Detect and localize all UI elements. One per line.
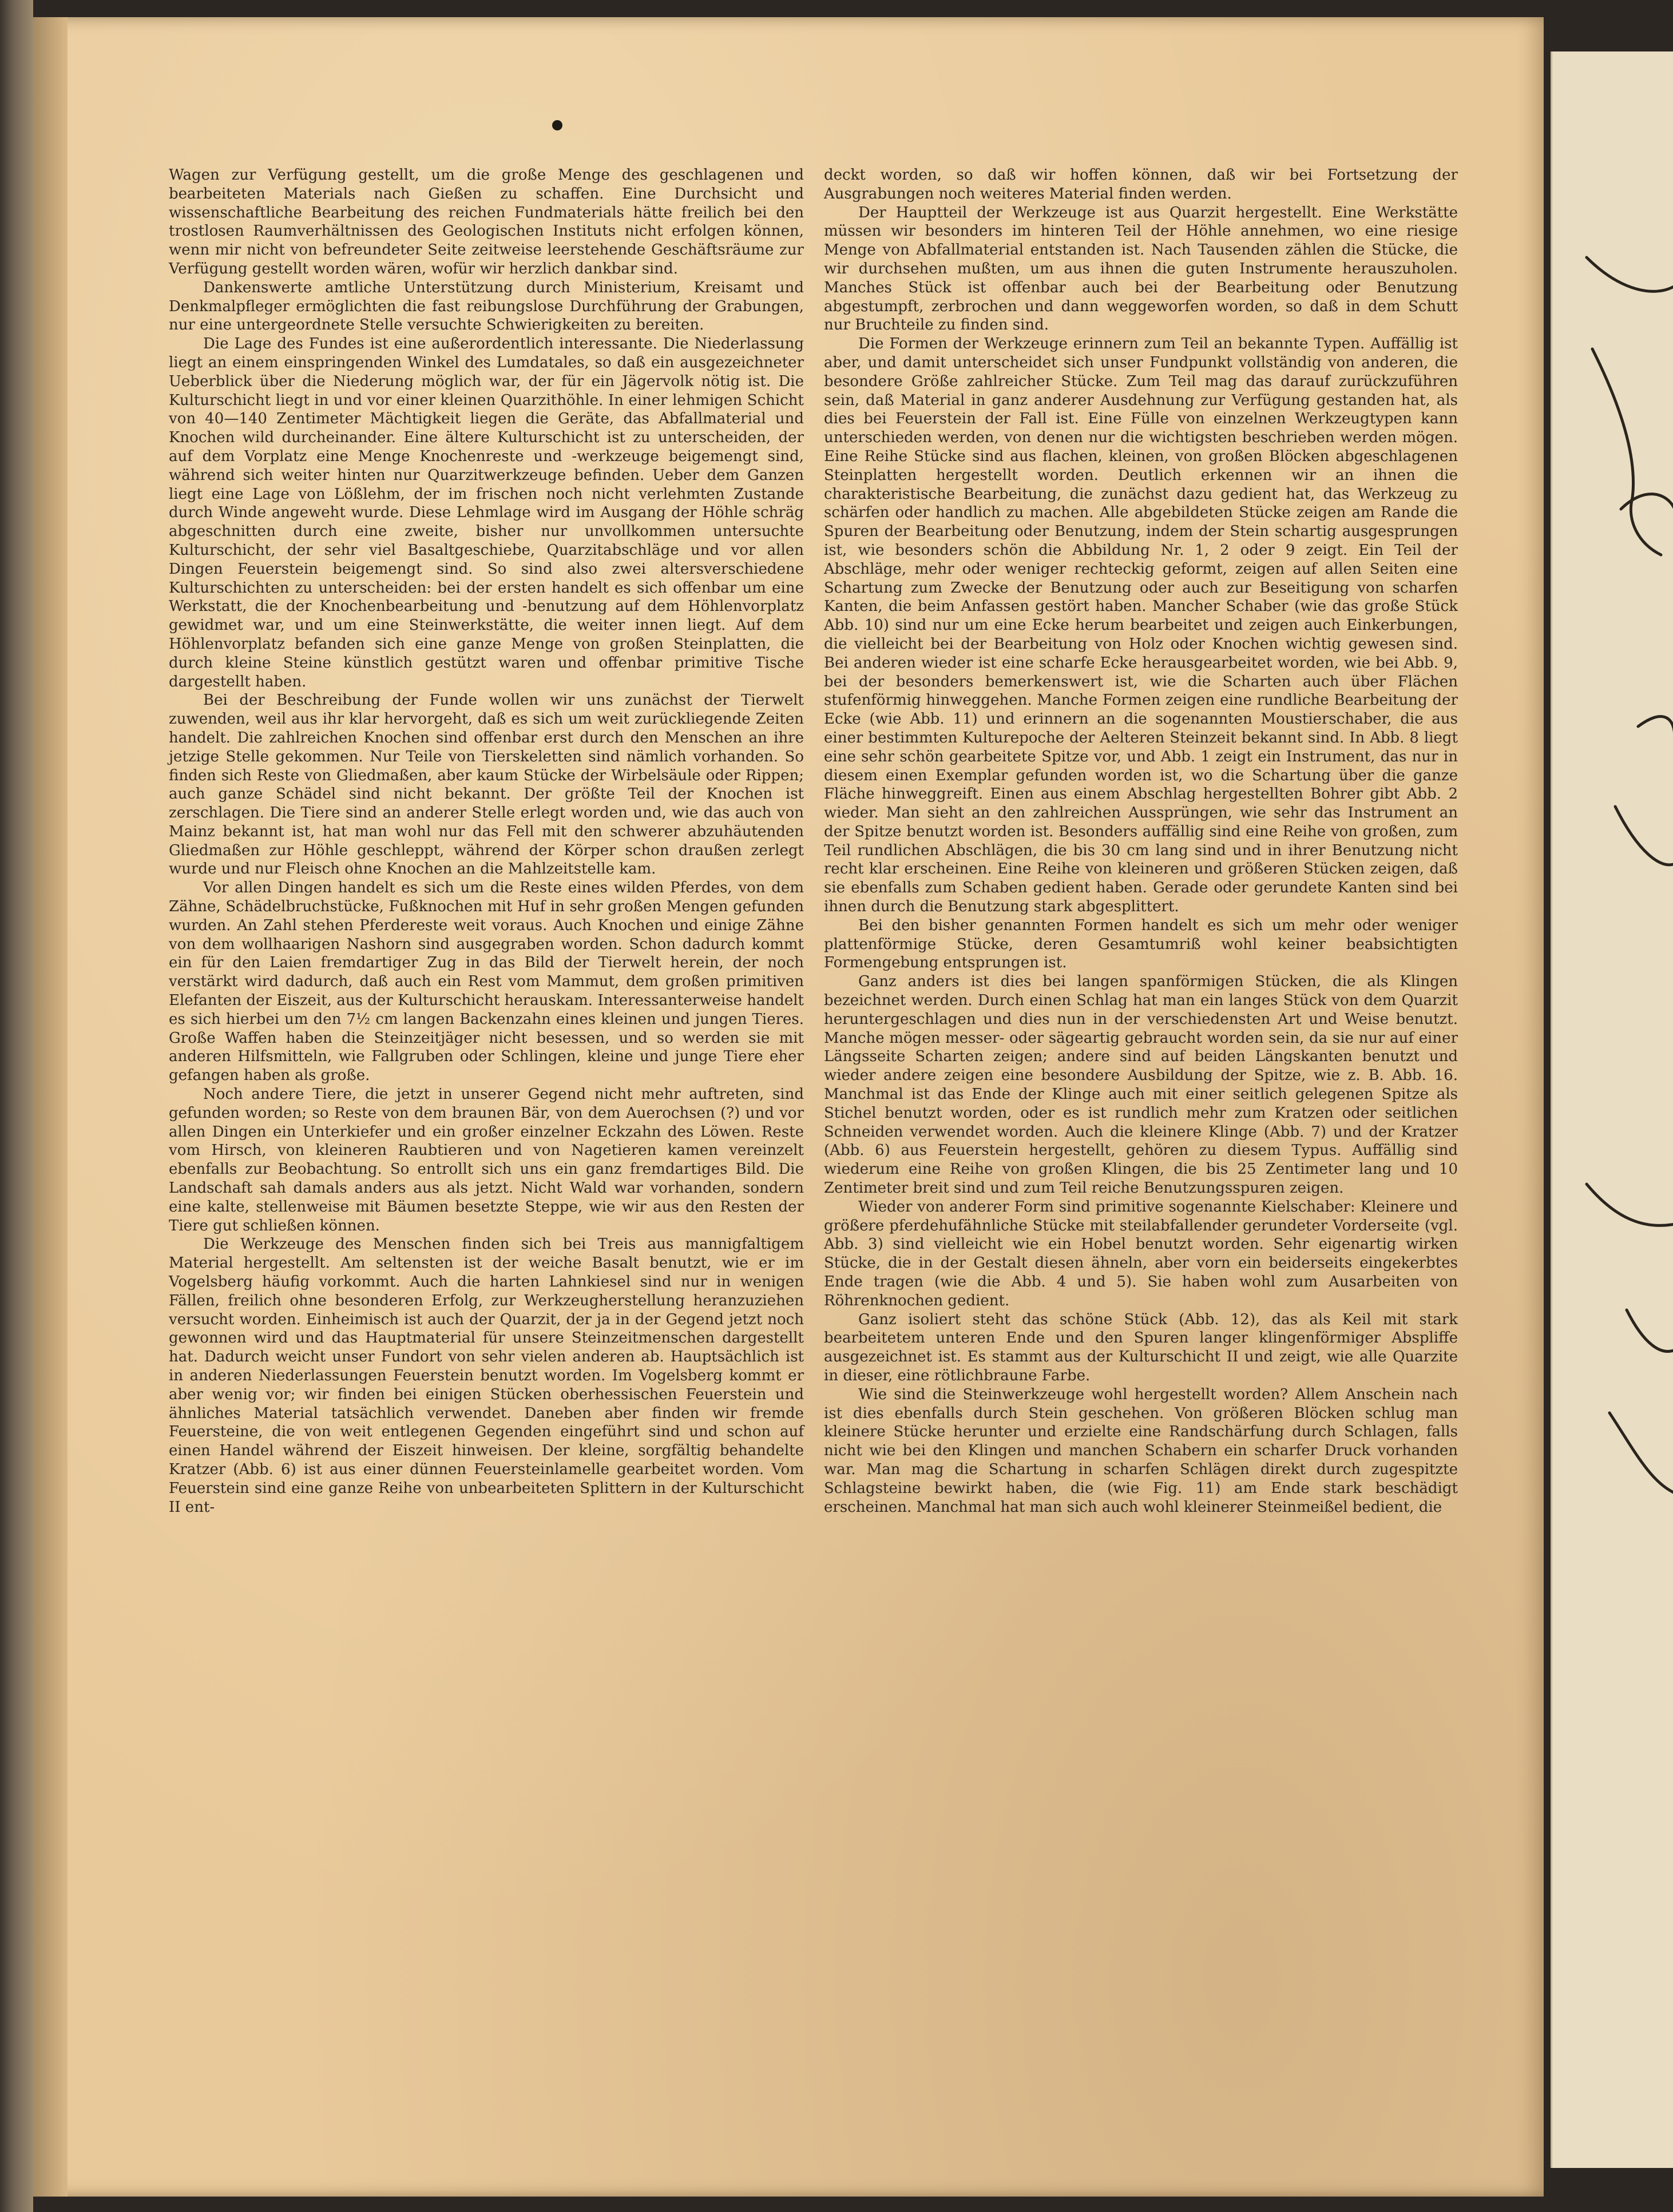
punch-hole [552,120,562,130]
paragraph: deckt worden, so daß wir hoffen können, daß wir bei Fortsetzung der Ausgrabungen noch weiteres Material finden werden. [824,166,1458,202]
paragraph: Ganz isoliert steht das schöne Stück (Abb. 12), das als Keil mit stark bearbeitetem unteren Ende und den Spuren langer klingenförmiger Abspliffe ausgezeichnet ist. Es stammt aus der Kulturschicht II und zeigt, wie alle Quarzite in dieser, eine rötlichbraune Farbe. [824,1310,1458,1384]
text-column-left [169,166,804,1516]
paragraph: Dankenswerte amtliche Unterstützung durch Ministerium, Kreisamt und Denkmalpfleger ermöglichten die fast reibungslose Durchführung der Grabungen, nur eine untergeordnete Stelle versuchte Schwierigkeiten zu bereiten. [169,279,804,334]
paragraph: Wagen zur Verfügung gestellt, um die große Menge des geschlagenen und bearbeiteten Materials nach Gießen zu schaffen. Eine Durchsicht und wissenschaftliche Bearbeitung des reichen Fundmaterials hätte freilich bei den trostlosen Raumverhältnissen des Geologischen Instituts nicht erfolgen können, wenn mir nicht von befreundeter Seite zeitweise leerstehende Geschäftsräume zur Verfügung gestellt worden wären, wofür wir herzlich dankbar sind. [169,166,804,277]
paragraph: Bei der Beschreibung der Funde wollen wir uns zunächst der Tierwelt zuwenden, weil aus ihr klar hervorgeht, daß es sich um weit zurückliegende Zeiten handelt. Die zahlreichen Knochen sind offenbar erst durch den Menschen an ihre jetzige Stelle gekommen. Nur Teile von Tierskeletten sind nämlich vorhanden. So finden sich Reste von Gliedmaßen, aber kaum Stücke der Wirbelsäule oder Rippen; auch ganze Schädel sind nicht bekannt. Der größte Teil der Knochen ist zerschlagen. Die Tiere sind an anderer Stelle erlegt worden und, wie das auch von Mainz bekannt ist, hat man wohl nur das Fell mit den schwerer abzuhäutenden Gliedmaßen zur Höhle geschleppt, während der Körper schon draußen zerlegt wurde und nur Fleisch ohne Knochen an die Mahlzeitstelle kam. [169,692,804,878]
paragraph: Die Formen der Werkzeuge erinnern zum Teil an bekannte Typen. Auffällig ist aber, und damit unterscheidet sich unser Fundpunkt vollständig von anderen, die besondere Größe zahlreicher Stücke. Zum Teil mag das darauf zurückzuführen sein, daß Material in ganz anderer Ausdehnung zur Verfügung gestanden hat, als dies bei Feuerstein der Fall ist. Eine Fülle von einzelnen Werkzeugtypen kann unterschieden werden, von denen nur die wichtigsten beschrieben werden mögen. Eine Reihe Stücke sind aus flachen, kleinen, von großen Blöcken abgeschlagenen Steinplatten hergestellt worden. Deutlich erkennen wir an ihnen die charakteristische Bearbeitung, die zunächst dazu gedient hat, das Werkzeug zu schärfen oder handlich zu machen. Alle abgebildeten Stücke zeigen am Rande die Spuren der Bearbeitung oder Benutzung, indem der Stein schartig ausgesprungen ist, wie besonders schön die Abbildung Nr. 1, 2 oder 9 zeigt. Ein Teil der Abschläge, mehr oder weniger rechteckig geformt, zeigen auf allen Seiten eine Schartung zum Zwecke der Benutzung oder auch zur Beseitigung von scharfen Kanten, die beim Anfassen gestört haben. Mancher Schaber (wie das große Stück Abb. 10) sind nur um eine Ecke herum bearbeitet und zeigen auch Einkerbungen, die vielleicht bei der Bearbeitung von Holz oder Knochen wichtig gewesen sind. Bei anderen wieder ist eine scharfe Ecke herausgearbeitet worden, wie bei Abb. 9, bei der besonders bemerkenswert ist, wie die Scharten auch über Flächen stufenförmig hinweggehen. Manche Formen zeigen eine rundliche Bearbeitung der Ecke (wie Abb. 11) und erinnern an die sogenannten Moustierschaber, die aus einer bestimmten Kulturepoche der Aelteren Steinzeit bekannt sind. In Abb. 8 liegt eine sehr schön gearbeitete Spitze vor, und Abb. 1 zeigt ein Instrument, das nur in diesem einen Exemplar gefunden worden ist, wo die Schartung über die ganze Fläche hinweggreift. Einen aus einem Abschlag hergestellten Bohrer gibt Abb. 2 wieder. Man sieht an den zahlreichen Aussprüngen, wie sehr das Instrument an der Spitze benutzt worden ist. Besonders auffällig sind eine Reihe von großen, zum Teil rundlichen Abschlägen, die bis 30 cm lang sind und in ihrer Benutzung nicht recht klar erscheinen. Eine Reihe von kleineren und größeren Stücken zeigen, daß sie ebenfalls zum Schaben gedient haben. Gerade oder gerundete Kanten sind bei ihnen durch die Benutzung stark abgesplittert. [824,335,1458,916]
text-column-right [824,166,1458,1516]
page-fold-shadow [33,17,68,2197]
sketch-drawing [1552,51,1673,2168]
paragraph: Die Lage des Fundes ist eine außerordentlich interessante. Die Niederlassung liegt an einem einspringenden Winkel des Lumdatales, so daß ein ausgezeichneter Ueberblick über die Niederung möglich war, der für ein Jägervolk nötig ist. Die Kulturschicht liegt in und vor einer kleinen Quarzithöhle. In einer lehmigen Schicht von 40—140 Zentimeter Mächtigkeit liegen die Geräte, das Abfallmaterial und Knochen wild durcheinander. Eine ältere Kulturschicht ist zu unterscheiden, der auf dem Vorplatz eine Menge Knochenreste und -werkzeuge beigemengt sind, während sich weiter hinten nur Quarzitwerkzeuge befinden. Ueber dem Ganzen liegt eine Lage von Lößlehm, der im frischen noch nicht verlehmten Zustande durch Winde angeweht wurde. Diese Lehmlage wird im Ausgang der Höhle schräg abgeschnitten durch eine zweite, bisher nur unvollkommen untersuchte Kulturschicht, der sehr viel Basaltgeschiebe, Quarzitabschläge und vor allen Dingen Feuerstein beigemengt sind. So sind also zwei altersverschiedene Kulturschichten zu unterscheiden: bei der ersten handelt es sich offenbar um eine Werkstatt, die der Knochenbearbeitung und -benutzung auf dem Höhlenvorplatz gewidmet war, und um eine Steinwerkstätte, die weiter innen liegt. Auf dem Höhlenvorplatz befanden sich eine ganze Menge von großen Steinplatten, die durch kleine Steine künstlich gestützt waren und offenbar primitive Tische dargestellt haben. [169,335,804,690]
paragraph: Bei den bisher genannten Formen handelt es sich um mehr oder weniger plattenförmige Stücke, deren Gesamtumriß wohl keiner beabsichtigten Formengebung entsprungen ist. [824,916,1458,972]
paragraph: Ganz anders ist dies bei langen spanförmigen Stücken, die als Klingen bezeichnet werden. Durch einen Schlag hat man ein langes Stück von dem Quarzit heruntergeschlagen und dies nun in der verschiedensten Art und Weise benutzt. Manche mögen messer- oder sägeartig gebraucht worden sein, da sie nur auf einer Längsseite Scharten zeigen; andere sind auf beiden Längskanten benutzt und wieder andere zeigen eine besondere Ausbildung der Spitze, wie z. B. Abb. 16. Manchmal ist das Ende der Klinge auch mit einer seitlich gelegenen Spitze als Stichel benutzt worden, oder es ist rundlich mehr zum Kratzen oder seitlichen Schneiden verwendet worden. Auch die kleinere Klinge (Abb. 7) und der Kratzer (Abb. 6) aus Feuerstein hergestellt, gehören zu diesem Typus. Auffällig sind wiederum eine Reihe von großen Klingen, die bis 25 Zentimeter lang und 10 Zentimeter breit sind und zum Teil reiche Benutzungsspuren zeigen. [824,973,1458,1197]
adjacent-page-illustration [1551,51,1673,2168]
scan-background-left [0,0,33,2212]
paragraph: Noch andere Tiere, die jetzt in unserer Gegend nicht mehr auftreten, sind gefunden worden; so Reste von dem braunen Bär, von dem Auerochsen (?) und vor allen Dingen ein Unterkiefer und ein großer einzelner Eckzahn des Löwen. Reste vom Hirsch, von kleineren Raubtieren und von Nagetieren kamen vereinzelt ebenfalls zur Beobachtung. So entrollt sich uns ein ganz fremdartiges Bild. Die Landschaft sah damals anders aus als jetzt. Nicht Wald war vorhanden, sondern eine kalte, stellenweise mit Bäumen besetzte Steppe, wie wir aus den Resten der Tiere gut schließen können. [169,1086,804,1234]
paragraph: Der Hauptteil der Werkzeuge ist aus Quarzit hergestellt. Eine Werkstätte müssen wir besonders im hinteren Teil der Höhle annehmen, wo eine riesige Menge von Abfallmaterial entstanden ist. Nach Tausenden zählen die Stücke, die wir durchsehen mußten, um aus ihnen die guten Instrumente herauszuholen. Manches Stück ist offenbar auch bei der Bearbeitung oder Benutzung abgestumpft, zerbrochen und dann weggeworfen worden, so daß in dem Schutt nur Bruchteile zu finden sind. [824,204,1458,334]
paragraph: Vor allen Dingen handelt es sich um die Reste eines wilden Pferdes, von dem Zähne, Schädelbruchstücke, Fußknochen mit Huf in sehr großen Mengen gefunden wurden. An Zahl stehen Pferdereste weit voraus. Auch Knochen und einige Zähne von dem wollhaarigen Nashorn sind ausgegraben worden. Schon dadurch kommt ein für den Laien fremdartiger Zug in das Bild der Tierwelt herein, der noch verstärkt wird dadurch, daß auch ein Rest vom Mammut, dem großen primitiven Elefanten der Eiszeit, aus der Kulturschicht herauskam. Interessanterweise handelt es sich hierbei um den 7½ cm langen Backenzahn eines kleinen und jungen Tieres. Große Waffen haben die Steinzeitjäger nicht besessen, und so werden sie mit anderen Hilfsmitteln, wie Fallgruben oder Schlingen, kleine und junge Tiere eher gefangen haben als große. [169,879,804,1085]
paragraph: Die Werkzeuge des Menschen finden sich bei Treis aus mannigfaltigem Material hergestellt. Am seltensten ist der weiche Basalt benutzt, wie er im Vogelsberg häufig vorkommt. Auch die harten Lahnkiesel sind nur in wenigen Fällen, freilich ohne besonderen Erfolg, zur Werkzeugherstellung heranzuziehen versucht worden. Einheimisch ist auch der Quarzit, der ja in der Gegend jetzt noch gewonnen wird und das Hauptmaterial für unsere Steinzeitmenschen dargestellt hat. Dadurch weicht unser Fundort von sehr vielen anderen ab. Hauptsächlich ist in anderen Niederlassungen Feuerstein benutzt worden. Im Vogelsberg kommt er aber wenig vor; wir finden bei einigen Stücken oberhessischen Feuerstein und ähnliches Material tatsächlich verwendet. Daneben aber finden wir fremde Feuersteine, die von weit entlegenen Gegenden eingeführt sind und schon auf einen Handel während der Eiszeit hinweisen. Der kleine, sorgfältig behandelte Kratzer (Abb. 6) ist aus einer dünnen Feuersteinlamelle gearbeitet worden. Vom Feuerstein sind eine ganze Reihe von unbearbeiteten Splittern in der Kulturschicht II ent- [169,1236,804,1516]
paragraph: Wie sind die Steinwerkzeuge wohl hergestellt worden? Allem Anschein nach ist dies ebenfalls durch Stein geschehen. Von größeren Blöcken schlug man kleinere Stücke herunter und erzielte eine Randschärfung durch Schlagen, falls nicht wie bei den Klingen und manchen Schabern ein scharfer Druck vorhanden war. Man mag die Schartung in scharfen Schlägen direkt durch zugespitzte Schlagsteine bewirkt haben, die (wie Fig. 11) am Ende stark beschädigt erscheinen. Manchmal hat man sich auch wohl kleinerer Steinmeißel bedient, die [824,1385,1458,1516]
paragraph: Wieder von anderer Form sind primitive sogenannte Kielschaber: Kleinere und größere pferdehufähnliche Stücke mit steilabfallender gerundeter Vorderseite (vgl. Abb. 3) sind vielleicht wie ein Hobel benutzt worden. Sehr eigenartig wirken Stücke, die in der Gestalt diesen ähneln, aber vorn ein beiderseits eingekerbtes Ende tragen (wie die Abb. 4 und 5). Sie haben wohl zum Ausarbeiten von Röhrenknochen gedient. [824,1198,1458,1309]
